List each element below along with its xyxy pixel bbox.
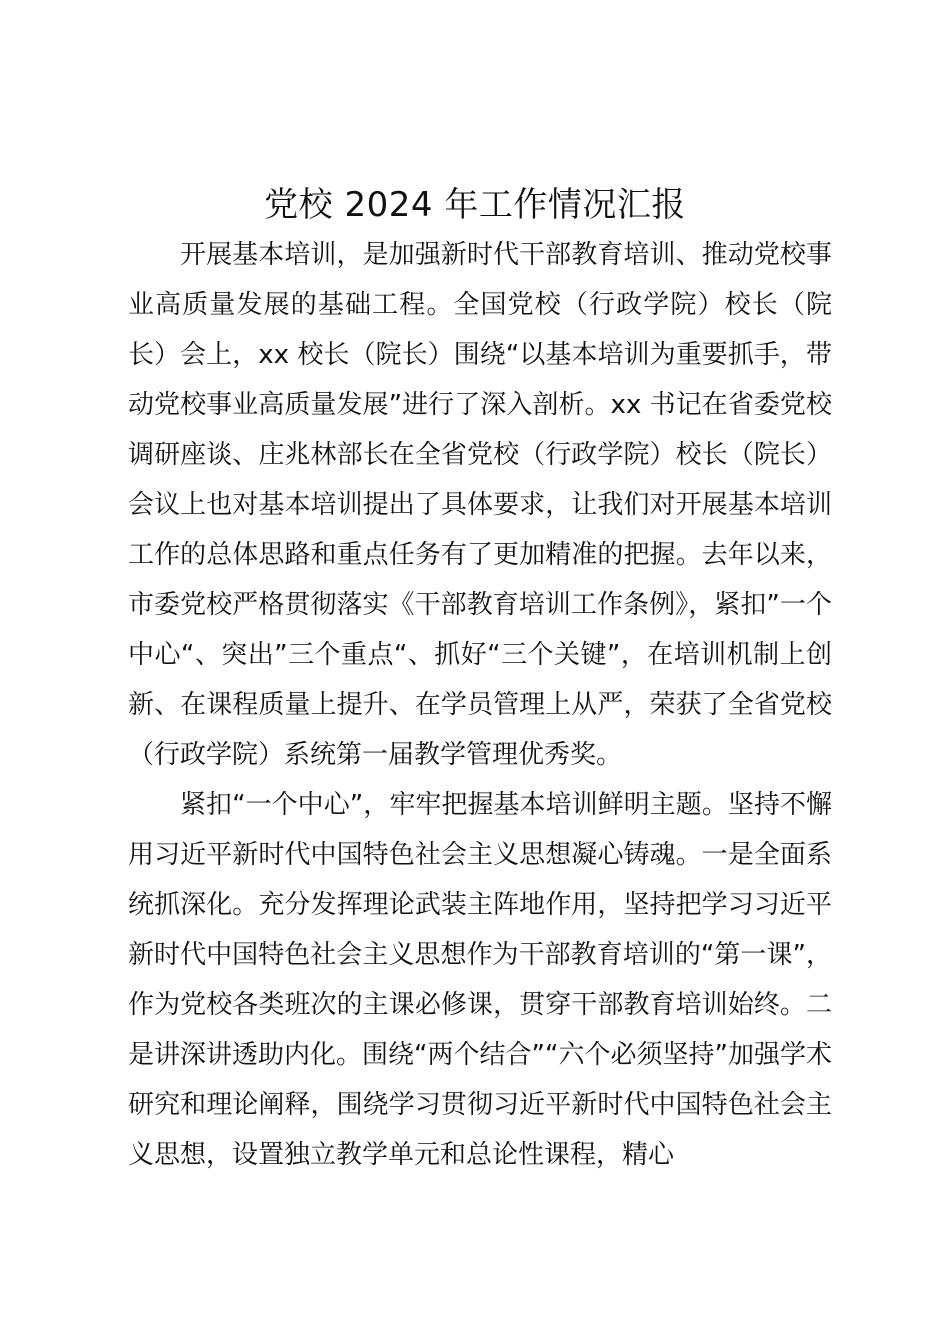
- paragraph-one-center: 紧扣“一个中心”，牢牢把握基本培训鲜明主题。坚持不懈用习近平新时代中国特色社会主义思想凝心铸魂。一是全面系统抓深化。充分发挥理论武装主阵地作用，坚持把学习习近平新时代中国特色社会主义思想作为干部教育培训的“第一课”，作为党校各类班次的主课必修课，贯穿干部教育培训始终。二是讲深讲透助内化。围绕“两个结合”“六个必须坚持”加强学术研究和理论阐释，围绕学习贯彻习近平新时代中国特色社会主义思想，设置独立教学单元和总论性课程，精心: [128, 790, 832, 1170]
- paragraph-intro: 开展基本培训，是加强新时代干部教育培训、推动党校事业高质量发展的基础工程。全国党校（行政学院）校长（院长）会上，xx 校长（院长）围绕“以基本培训为重要抓手，带动党校事业高质量发展”进行了深入剖析。xx 书记在省委党校调研座谈、庄兆林部长在全省党校（行政学院）校长（院长）会议上也对基本培训提出了具体要求，让我们对开展基本培训工作的总体思路和重点任务有了更加精准的把握。去年以来，市委党校严格贯彻落实《干部教育培训工作条例》，紧扣”一个中心“、突出”三个重点“、抓好“三个关键”，在培训机制上创新、在课程质量上提升、在学员管理上从严，荣获了全省党校（行政学院）系统第一届教学管理优秀奖。: [128, 240, 832, 770]
- document-body: [128, 230, 832, 1180]
- document-title: 党校 2024 年工作情况汇报: [264, 185, 686, 225]
